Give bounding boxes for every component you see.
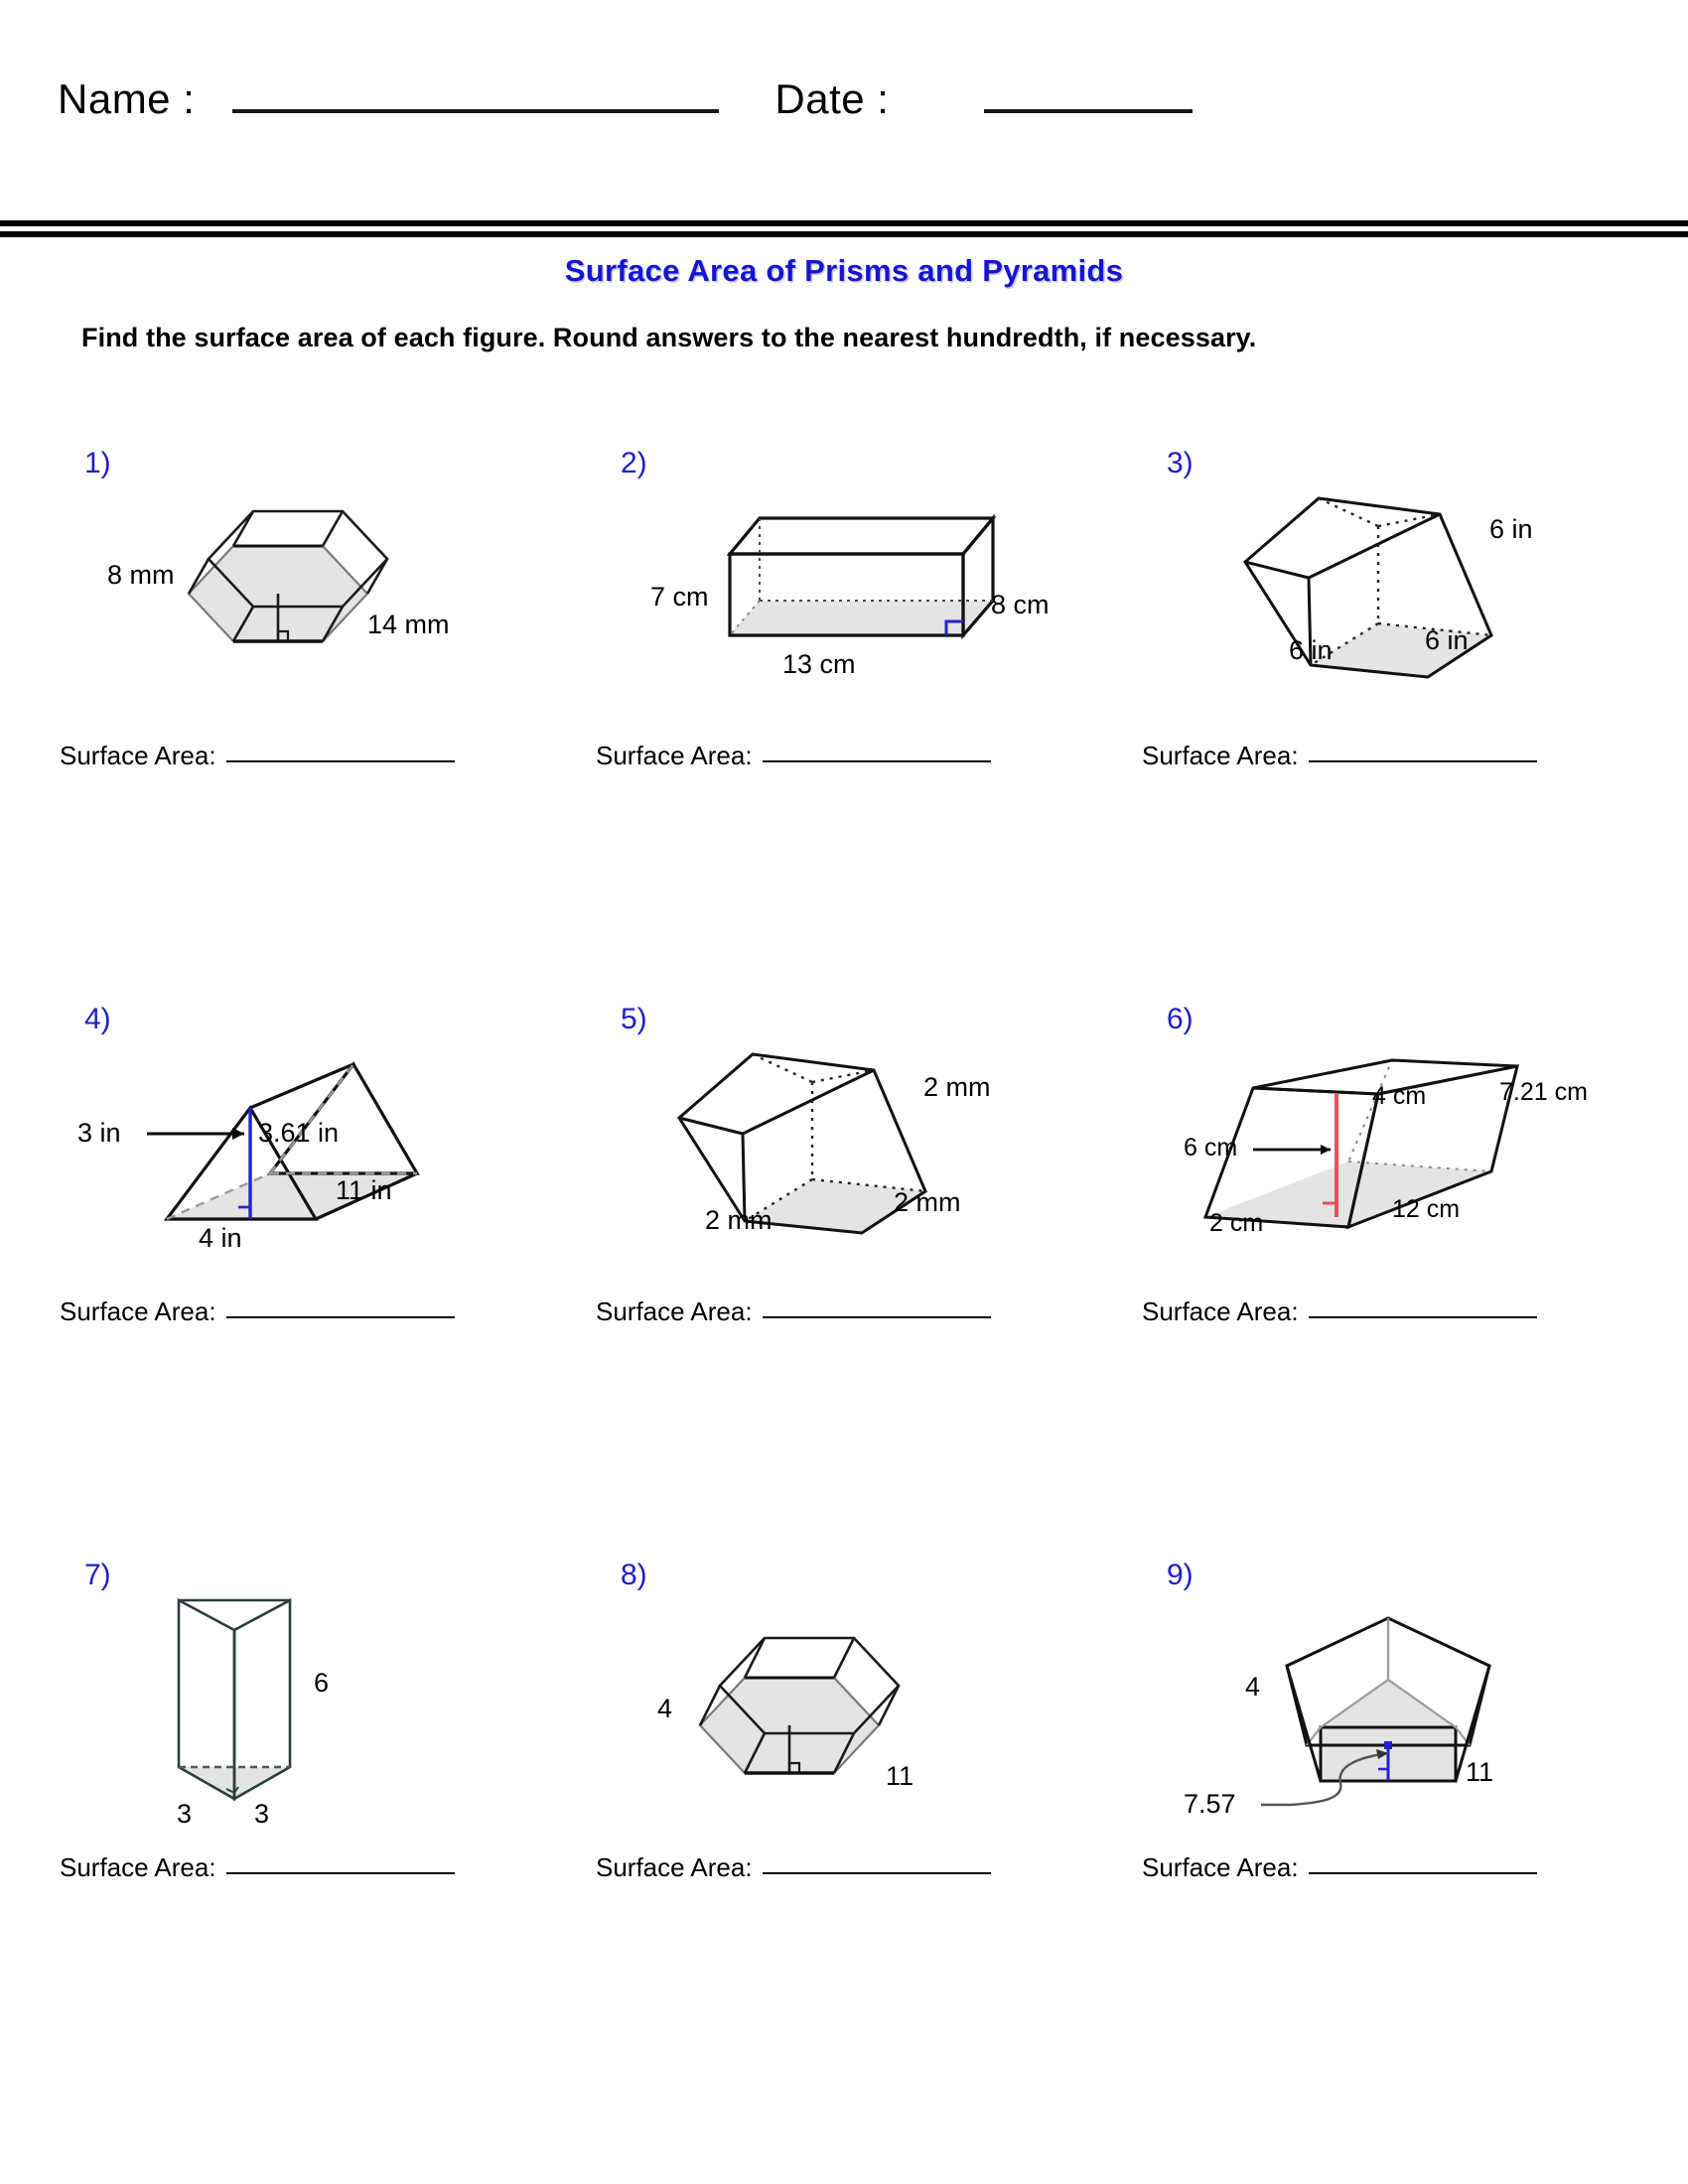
answer-blank[interactable] [1309, 760, 1537, 762]
problem-8 [596, 1559, 1137, 2115]
problem-number: 8) [621, 1559, 647, 1591]
figure-label: 7.57 [1184, 1789, 1236, 1819]
problem-9 [1142, 1559, 1683, 2115]
worksheet-header [0, 52, 1688, 121]
answer-prompt: Surface Area: [1142, 741, 1299, 770]
surface-area-answer-6 [1142, 1297, 1537, 1327]
surface-area-answer-4 [60, 1297, 455, 1327]
problem-1 [60, 447, 601, 1003]
figure-label: 4 [657, 1694, 673, 1723]
problem-6 [1142, 1003, 1683, 1559]
problem-row-2 [0, 1003, 1688, 1559]
instructions-text: Find the surface area of each figure. Round answers to the nearest hundredth, if necessary. [81, 323, 1257, 352]
problem-number: 2) [621, 447, 647, 479]
date-input-line[interactable] [984, 109, 1193, 113]
page-title: Surface Area of Prisms and Pyramids [564, 253, 1124, 288]
figure-cube-tilted [596, 1023, 1137, 1271]
name-input-line[interactable] [232, 109, 719, 113]
answer-prompt: Surface Area: [596, 1297, 753, 1326]
problem-2 [596, 447, 1137, 1003]
problem-5 [596, 1003, 1137, 1559]
figure-label: 6 cm [1184, 1134, 1238, 1161]
figure-label: 8 mm [107, 560, 175, 590]
figure-cube-tilted [1142, 467, 1683, 715]
date-label: Date : [774, 75, 890, 122]
figure-triangular-prism-lying [60, 1023, 601, 1271]
surface-area-answer-9 [1142, 1852, 1537, 1883]
figure-label: 6 [314, 1668, 330, 1698]
answer-blank[interactable] [763, 1872, 991, 1874]
figure-label: 3 [177, 1799, 193, 1829]
figure-label: 3.61 in [258, 1118, 340, 1148]
surface-area-answer-7 [60, 1852, 455, 1883]
figure-label: 4 cm [1372, 1082, 1427, 1110]
figure-label: 3 [254, 1799, 270, 1829]
answer-blank[interactable] [226, 1316, 455, 1318]
problem-number: 9) [1167, 1559, 1194, 1591]
header-divider [0, 220, 1688, 237]
figure-rectangular-prism [596, 467, 1137, 715]
figure-label: 6 in [1489, 514, 1533, 544]
surface-area-answer-2 [596, 741, 991, 771]
answer-prompt: Surface Area: [60, 741, 216, 770]
name-label: Name : [58, 75, 196, 122]
problem-number: 6) [1167, 1003, 1194, 1035]
surface-area-answer-8 [596, 1852, 991, 1883]
answer-blank[interactable] [763, 760, 991, 762]
figure-pentagonal-prism [1142, 1578, 1683, 1827]
figure-label: 8 cm [991, 590, 1050, 619]
figure-hexagonal-prism [596, 1578, 1137, 1827]
figure-label: 11 in [336, 1175, 392, 1205]
figure-label: 2 mm [894, 1187, 961, 1217]
figure-label: 7.21 cm [1499, 1078, 1588, 1106]
figure-label: 2 mm [705, 1205, 773, 1235]
figure-label: 4 in [199, 1223, 242, 1253]
problem-number: 3) [1167, 447, 1194, 479]
answer-prompt: Surface Area: [60, 1297, 216, 1326]
figure-label: 13 cm [782, 649, 856, 679]
problem-4 [60, 1003, 601, 1559]
figure-trapezoidal-prism [1142, 1023, 1683, 1271]
answer-prompt: Surface Area: [60, 1852, 216, 1882]
problem-grid [0, 447, 1688, 2115]
figure-label: 6 in [1289, 635, 1333, 665]
figure-label: 4 [1245, 1672, 1261, 1702]
answer-prompt: Surface Area: [596, 1852, 753, 1882]
figure-label: 7 cm [650, 582, 709, 612]
figure-hexagonal-prism [60, 467, 601, 715]
problem-3 [1142, 447, 1683, 1003]
answer-blank[interactable] [226, 760, 455, 762]
figure-label: 3 in [77, 1118, 121, 1148]
figure-triangular-prism-upright [60, 1578, 601, 1827]
problem-number: 1) [84, 447, 111, 479]
answer-blank[interactable] [226, 1872, 455, 1874]
figure-label: 2 mm [923, 1072, 991, 1102]
answer-blank[interactable] [1309, 1316, 1537, 1318]
figure-label: 6 in [1425, 625, 1469, 655]
surface-area-answer-3 [1142, 741, 1537, 771]
answer-prompt: Surface Area: [1142, 1852, 1299, 1882]
figure-label: 14 mm [367, 610, 450, 639]
answer-blank[interactable] [1309, 1872, 1537, 1874]
problem-row-3 [0, 1559, 1688, 2115]
figure-label: 11 [886, 1761, 914, 1791]
divider-bar-bottom [0, 231, 1688, 237]
problem-number: 7) [84, 1559, 111, 1591]
problem-row-1 [0, 447, 1688, 1003]
surface-area-answer-5 [596, 1297, 991, 1327]
problem-7 [60, 1559, 601, 2115]
figure-label: 2 cm [1209, 1209, 1264, 1237]
answer-prompt: Surface Area: [596, 741, 753, 770]
surface-area-answer-1 [60, 741, 455, 771]
problem-number: 5) [621, 1003, 647, 1035]
answer-blank[interactable] [763, 1316, 991, 1318]
figure-label: 12 cm [1392, 1195, 1461, 1223]
figure-label: 11 [1466, 1757, 1494, 1787]
problem-number: 4) [84, 1003, 111, 1035]
answer-prompt: Surface Area: [1142, 1297, 1299, 1326]
